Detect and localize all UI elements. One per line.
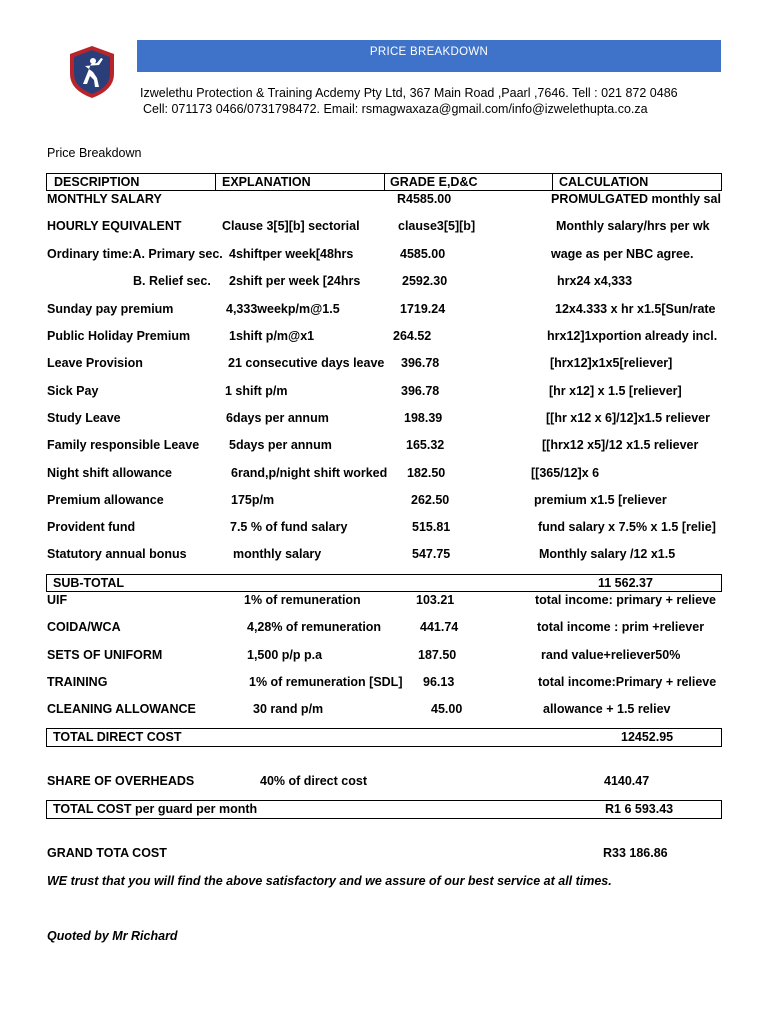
subtotal-box [46,574,722,592]
total-cost-label: TOTAL COST per guard per month [53,802,258,816]
row-expl: 7.5 % of fund salary [230,520,348,534]
row-calc: wage as per NBC agree. [551,247,694,261]
price-breakdown-banner: PRICE BREAKDOWN [137,40,721,72]
subtotal-value: 11 562.37 [598,576,653,590]
row-expl: 175p/m [231,493,275,507]
total-direct-cost-value: 12452.95 [621,730,674,744]
row-calc: Monthly salary/hrs per wk [556,219,710,233]
row-calc: Monthly salary /12 x1.5 [539,547,676,561]
row-desc: Statutory annual bonus [47,547,187,561]
row-expl: 1% of remuneration [244,593,361,607]
table-header [46,173,722,191]
row-calc: [hrx12]x1x5[reliever] [550,356,673,370]
row-grade: 515.81 [412,520,451,534]
overheads-value: 4140.47 [604,774,650,788]
row-expl: 4,28% of remuneration [247,620,382,634]
row-expl: Clause 3[5][b] sectorial [222,219,360,233]
row-desc: COIDA/WCA [47,620,121,634]
row-calc: fund salary x 7.5% x 1.5 [relie] [538,520,716,534]
row-grade: 45.00 [431,702,463,716]
row-calc: [hr x12] x 1.5 [reliever] [549,384,682,398]
row-grade: 396.78 [401,384,440,398]
company-logo [47,40,137,102]
row-desc: TRAINING [47,675,108,689]
row-grade: 396.78 [401,356,440,370]
row-grade: clause3[5][b] [398,219,476,233]
row-calc: PROMULGATED monthly sal [551,192,721,206]
row-expl: 1,500 p/p p.a [247,648,323,662]
row-expl: monthly salary [233,547,322,561]
row-grade: 198.39 [404,411,443,425]
row-expl: 4shiftper week[48hrs [229,247,354,261]
row-calc: total income : prim +reliever [537,620,705,634]
row-desc: MONTHLY SALARY [47,192,162,206]
subtotal-label: SUB-TOTAL [53,576,125,590]
grand-total-label: GRAND TOTA COST [47,846,167,860]
row-grade: 2592.30 [402,274,448,288]
column-header-explanation: EXPLANATION [222,175,311,189]
row-calc: 12x4.333 x hr x1.5[Sun/rate [555,302,716,316]
company-address: Izwelethu Protection & Training Acdemy Pty Ltd, 367 Main Road ,Paarl ,7646. Tell : 021 872 0486 [140,86,678,100]
row-grade: R4585.00 [397,192,452,206]
row-calc: hrx24 x4,333 [557,274,633,288]
row-calc: allowance + 1.5 reliev [543,702,671,716]
total-cost-value: R1 6 593.43 [605,802,674,816]
overheads-label: SHARE OF OVERHEADS [47,774,195,788]
row-calc: [[365/12]x 6 [531,466,600,480]
total-cost-box [46,800,722,819]
row-grade: 441.74 [420,620,459,634]
row-grade: 262.50 [411,493,450,507]
row-desc: Premium allowance [47,493,164,507]
row-expl: 5days per annum [229,438,332,452]
row-desc: Family responsible Leave [47,438,200,452]
quoted-by: Quoted by Mr Richard [47,929,178,943]
row-grade: 1719.24 [400,302,446,316]
row-grade: 103.21 [416,593,455,607]
grand-total-value: R33 186.86 [603,846,668,860]
row-calc: rand value+reliever50% [541,648,681,662]
total-direct-cost-label: TOTAL DIRECT COST [53,730,182,744]
row-expl: 1shift p/m@x1 [229,329,315,343]
row-expl: 1 shift p/m [225,384,288,398]
row-desc: Ordinary time:A. Primary sec. [47,247,223,261]
row-calc: premium x1.5 [reliever [534,493,667,507]
row-calc: total income: primary + relieve [535,593,716,607]
total-direct-cost-box [46,728,722,747]
row-grade: 547.75 [412,547,451,561]
row-desc: Night shift allowance [47,466,173,480]
row-desc: Study Leave [47,411,121,425]
row-expl: 1% of remuneration [SDL] [249,675,403,689]
row-calc: [[hrx12 x5]/12 x1.5 reliever [542,438,699,452]
row-desc: HOURLY EQUIVALENT [47,219,182,233]
row-grade: 4585.00 [400,247,446,261]
row-calc: [[hr x12 x 6]/12]x1.5 reliever [546,411,710,425]
company-contact: Cell: 071173 0466/0731798472. Email: rsmagwaxaza@gmail.com/info@izwelethupta.co.za [143,102,648,116]
row-desc: Sick Pay [47,384,99,398]
row-grade: 182.50 [407,466,446,480]
row-expl: 30 rand p/m [253,702,324,716]
row-desc: Public Holiday Premium [47,329,191,343]
row-grade: 264.52 [393,329,432,343]
row-expl: 6rand,p/night shift worked [231,466,388,480]
column-header-calculation: CALCULATION [559,175,649,189]
row-expl: 21 consecutive days leave [228,356,385,370]
row-desc: Leave Provision [47,356,143,370]
closing-statement: WE trust that you will find the above satisfactory and we assure of our best service at all times. [47,874,612,888]
overheads-explanation: 40% of direct cost [260,774,367,788]
row-desc: Sunday pay premium [47,302,174,316]
column-header-description: DESCRIPTION [54,175,140,189]
row-expl: 6days per annum [226,411,329,425]
row-desc: B. Relief sec. [133,274,211,288]
row-grade: 96.13 [423,675,455,689]
row-desc: Provident fund [47,520,136,534]
row-desc: SETS OF UNIFORM [47,648,163,662]
row-calc: hrx12]1xportion already incl. [547,329,718,343]
row-grade: 165.32 [406,438,445,452]
row-grade: 187.50 [418,648,457,662]
row-expl: 2shift per week [24hrs [229,274,361,288]
row-desc: UIF [47,593,68,607]
section-title: Price Breakdown [47,146,142,160]
row-desc: CLEANING ALLOWANCE [47,702,196,716]
row-calc: total income:Primary + relieve [538,675,717,689]
column-header-grade: GRADE E,D&C [390,175,478,189]
row-expl: 4,333weekp/m@1.5 [226,302,340,316]
